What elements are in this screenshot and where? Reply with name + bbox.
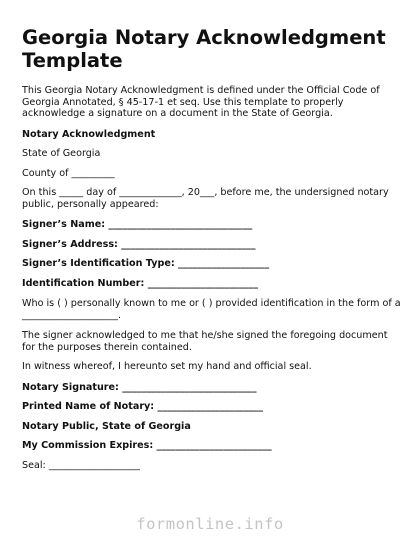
notary-public-line: Notary Public, State of Georgia — [22, 420, 191, 432]
signer-address-field: Signer’s Address: ____________________________ — [22, 238, 256, 250]
date-line: On this _____ day of _____________, 20___, before me, the undersigned notary public, personally appeared: — [22, 187, 389, 210]
printed-name-field: Printed Name of Notary: ______________________ — [22, 401, 264, 412]
notary-signature-field: Notary Signature: ____________________________ — [22, 381, 257, 393]
signer-name-field: Signer’s Name: ______________________________ — [22, 219, 253, 230]
section-heading: Notary Acknowledgment — [22, 128, 156, 140]
document-title: Georgia Notary Acknowledgment Template — [22, 26, 386, 72]
document-page — [22, 26, 402, 471]
witness-line: In witness whereof, I hereunto set my hand and official seal. — [22, 361, 312, 372]
commission-field: My Commission Expires: ________________________ — [22, 440, 272, 451]
state-line: State of Georgia — [22, 148, 101, 159]
watermark: formonline.info — [136, 515, 284, 533]
id-number-field: Identification Number: _______________________ — [22, 277, 259, 289]
county-line: County of _________ — [22, 167, 115, 179]
intro-paragraph: This Georgia Notary Acknowledgment is defined under the Official Code of Georgia Annotated, § 45-17-1 et seq. Use this template to properly acknowledge a signature on a document in the State of Georgia. — [22, 85, 380, 119]
known-line: Who is ( ) personally known to me or ( ) provided identification in the form of a ____________________. — [22, 298, 401, 321]
signer-id-type-field: Signer’s Identification Type: ___________________ — [22, 258, 270, 269]
acknowledged-paragraph: The signer acknowledged to me that he/she signed the foregoing document for the purposes therein contained. — [22, 330, 388, 353]
seal-field: Seal: ___________________ — [22, 459, 140, 471]
